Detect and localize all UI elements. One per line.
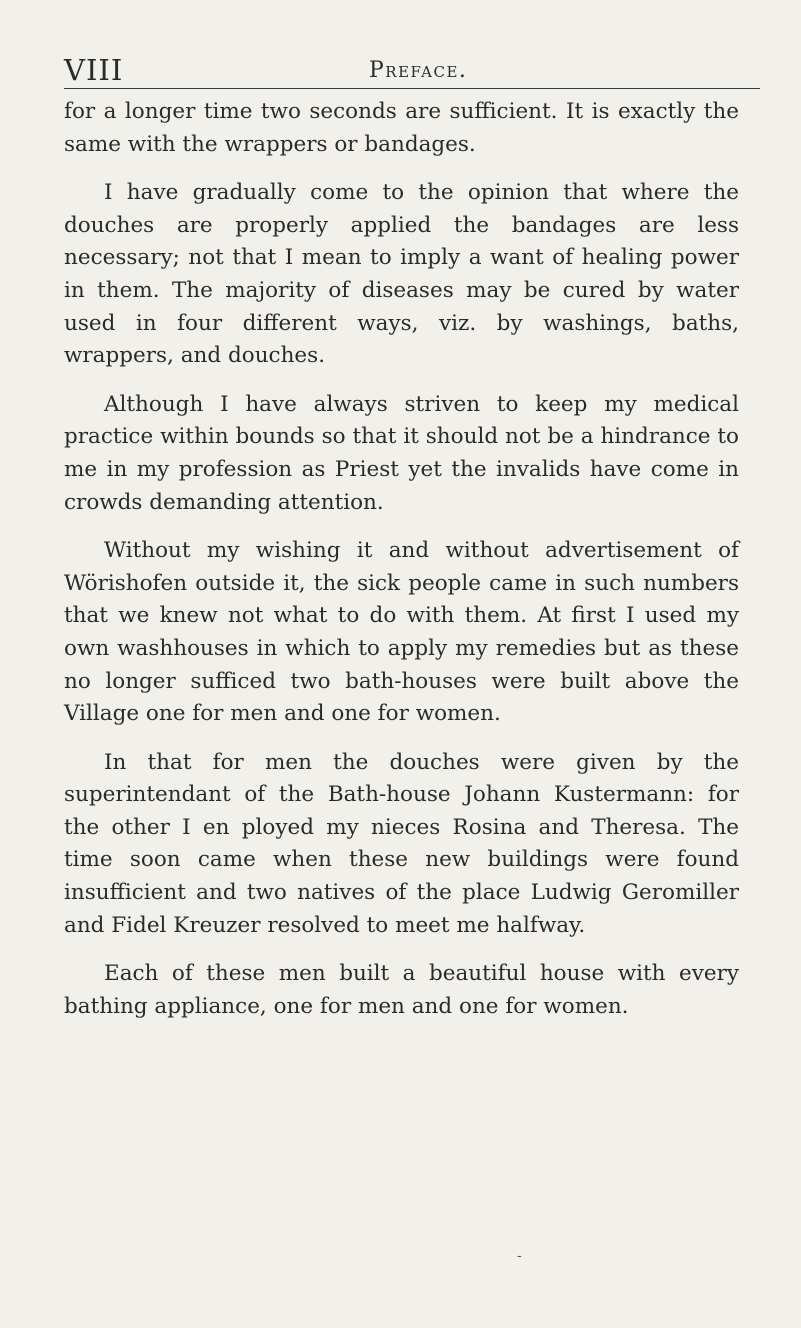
running-head: Preface. — [369, 58, 468, 83]
paragraph: Each of these men built a beautiful house with every bathing appliance, one for men and one for women. — [64, 961, 739, 1019]
paragraph-continuation: for a longer time two seconds are sufficient. It is exactly the same with the wrappers or bandages. — [64, 99, 739, 157]
paragraph: I have gradually come to the opinion that where the douches are properly applied the bandages are less necessary; not that I mean to imply a want of healing power in them. The majority of diseases may be cured by water used in four different ways, viz. by washings, baths, wrappers, and douches. — [64, 180, 739, 369]
paragraph: In that for men the douches were given by the superintendant of the Bath-house Johann Kustermann: for the other I en ployed my nieces Rosina and Theresa. The time soon came when these new buildings were found insufficient and two natives of the place Ludwig Geromiller and Fidel Kreuzer resolved to meet me halfway. — [64, 749, 739, 938]
page-header — [64, 50, 760, 90]
header-rule — [64, 88, 760, 89]
paragraph: Without my wishing it and without advertisement of Wörishofen outside it, the sick people came in such numbers that we knew not what to do with them. At first I used my own washhouses in which to apply my remedies but as these no longer sufficed two bath-houses were built above the Village one for men and one for women. — [64, 538, 739, 727]
printer-mark: - — [517, 1248, 522, 1264]
body-text — [64, 96, 739, 1039]
page-number: VIII — [64, 53, 124, 87]
paragraph: Although I have always striven to keep my medical practice within bounds so that it should not be a hindrance to me in my profession as Priest yet the invalids have come in crowds demanding attention. — [64, 391, 739, 515]
